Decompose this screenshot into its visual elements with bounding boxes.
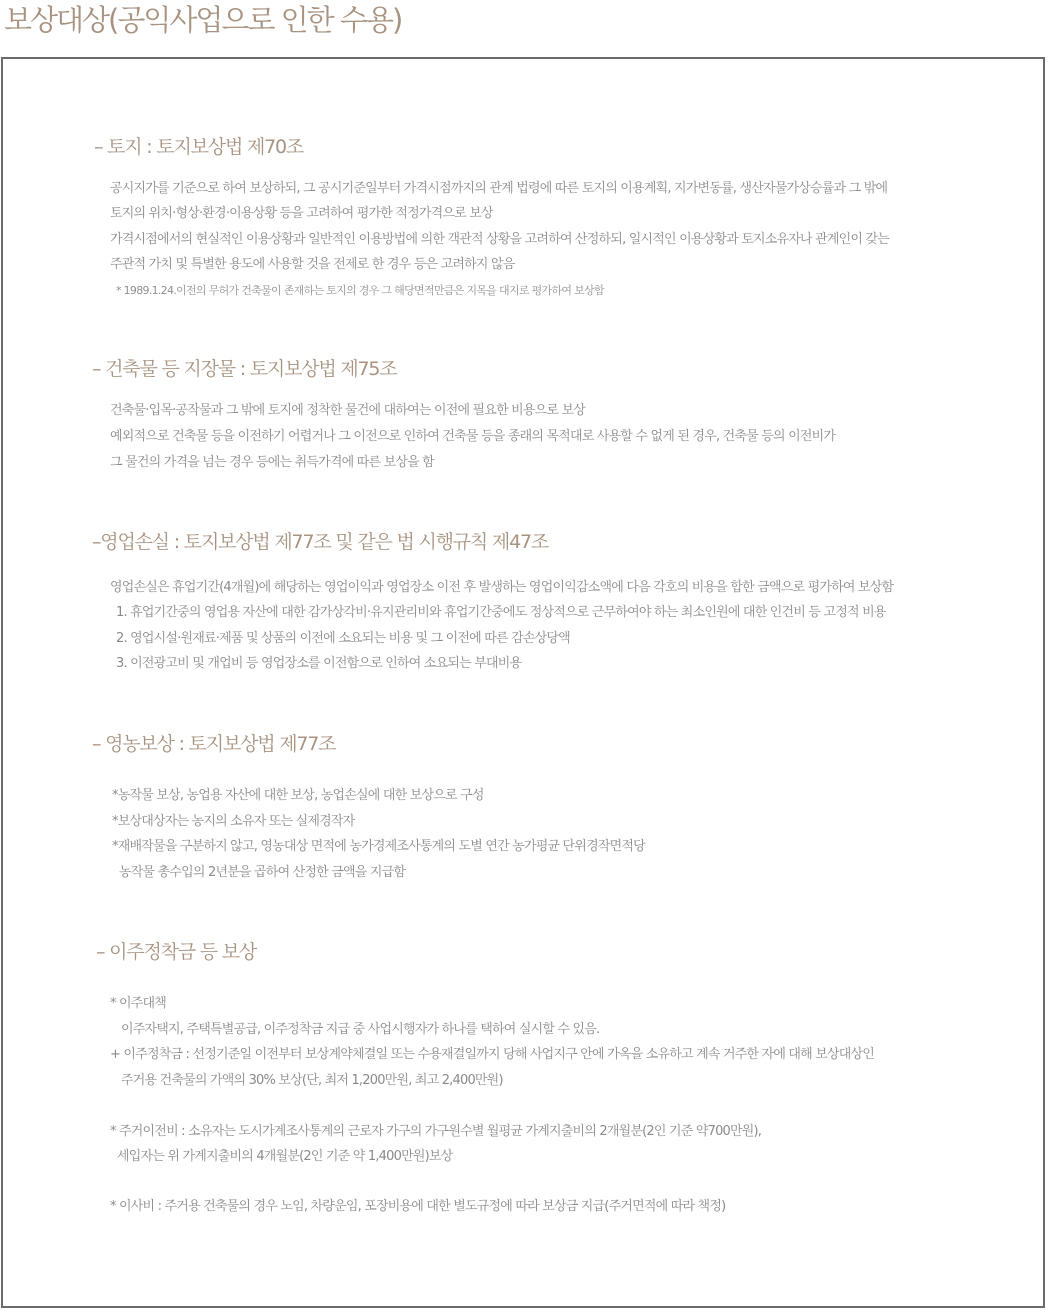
land-text-line: 주관적 가치 및 특별한 용도에 사용할 것을 전제로 한 경우 등은 고려하지 않음 bbox=[110, 257, 515, 272]
relocation-text-line: * 이사비 : 주거용 건축물의 경우 노임, 차량운임, 포장비용에 대한 별도규정에 따라 보상금 지급(주거면적에 따라 책정) bbox=[110, 1199, 726, 1214]
section-heading-land: – 토지 : 토지보상법 제70조 bbox=[94, 136, 304, 158]
farming-text-line: 농작물 총수입의 2년분을 곱하여 산정한 금액을 지급함 bbox=[119, 865, 406, 880]
business-loss-text-line: 3. 이전광고비 및 개업비 등 영업장소를 이전함으로 인하여 소요되는 부대비용 bbox=[116, 656, 522, 671]
relocation-text-line: * 주거이전비 : 소유자는 도시가계조사통계의 근로자 가구의 가구원수별 월평균 가계지출비의 2개월분(2인 기준 약700만원), bbox=[110, 1124, 762, 1139]
relocation-text-line: * 이주대책 bbox=[110, 996, 167, 1011]
section-heading-relocation: – 이주정착금 등 보상 bbox=[96, 941, 257, 963]
farming-text-line: *농작물 보상, 농업용 자산에 대한 보상, 농업손실에 대한 보상으로 구성 bbox=[112, 788, 484, 803]
farming-text-line: *재배작물을 구분하지 않고, 영농대상 면적에 농가경제조사통계의 도별 연간 농가평균 단위경작면적당 bbox=[112, 839, 645, 854]
relocation-text-line: 주거용 건축물의 가액의 30% 보상(단, 최저 1,200만원, 최고 2,400만원) bbox=[121, 1073, 503, 1088]
land-footnote: * 1989.1.24.이전의 무허가 건축물이 존재하는 토지의 경우 그 해당면적만큼은 지목을 대지로 평가하여 보상함 bbox=[116, 284, 604, 297]
land-text-line: 공시지가를 기준으로 하여 보상하되, 그 공시기준일부터 가격시점까지의 관계 법령에 따른 토지의 이용계획, 지가변동률, 생산자물가상승률과 그 밖에 bbox=[110, 181, 888, 196]
buildings-text-line: 그 물건의 가격을 넘는 경우 등에는 취득가격에 따른 보상을 함 bbox=[110, 455, 434, 470]
business-loss-text-line: 2. 영업시설·원재료·제품 및 상품의 이전에 소요되는 비용 및 그 이전에 따른 감손상당액 bbox=[116, 631, 570, 646]
buildings-text-line: 건축물·입목·공작물과 그 밖에 토지에 정착한 물건에 대하여는 이전에 필요한 비용으로 보상 bbox=[110, 403, 586, 418]
section-heading-business-loss: –영업손실 : 토지보상법 제77조 및 같은 법 시행규칙 제47조 bbox=[92, 531, 549, 553]
relocation-text-line: 이주자택지, 주택특별공급, 이주정착금 지급 중 사업시행자가 하나를 택하여 실시할 수 있음. bbox=[121, 1022, 600, 1037]
section-heading-buildings: – 건축물 등 지장물 : 토지보상법 제75조 bbox=[92, 358, 397, 380]
relocation-text-line: + 이주정착금 : 선정기준일 이전부터 보상계약체결일 또는 수용재결일까지 당해 사업지구 안에 가옥을 소유하고 계속 거주한 자에 대해 보상대상인 bbox=[110, 1047, 875, 1062]
section-heading-farming: – 영농보상 : 토지보상법 제77조 bbox=[92, 733, 336, 755]
relocation-text-line: 세입자는 위 가계지출비의 4개월분(2인 기준 약 1,400만원)보상 bbox=[117, 1149, 453, 1164]
farming-text-line: *보상대상자는 농지의 소유자 또는 실제경작자 bbox=[112, 814, 355, 829]
business-loss-text-line: 영업손실은 휴업기간(4개월)에 해당하는 영업이익과 영업장소 이전 후 발생하는 영업이익감소액에 다음 각호의 비용을 합한 금액으로 평가하여 보상함 bbox=[110, 580, 894, 595]
buildings-text-line: 예외적으로 건축물 등을 이전하기 어렵거나 그 이전으로 인하여 건축물 등을 종래의 목적대로 사용할 수 없게 된 경우, 건축물 등의 이전비가 bbox=[110, 429, 836, 444]
land-text-line: 토지의 위치·형상·환경·이용상황 등을 고려하여 평가한 적정가격으로 보상 bbox=[110, 206, 493, 221]
business-loss-text-line: 1. 휴업기간중의 영업용 자산에 대한 감가상각비·유지관리비와 휴업기간중에도 정상적으로 근무하여야 하는 최소인원에 대한 인건비 등 고정적 비용 bbox=[116, 605, 886, 620]
page-title: 보상대상(공익사업으로 인한 수용) bbox=[4, 3, 402, 37]
land-text-line: 가격시점에서의 현실적인 이용상황과 일반적인 이용방법에 의한 객관적 상황을 고려하여 산정하되, 일시적인 이용상황과 토지소유자나 관계인이 갖는 bbox=[110, 232, 889, 247]
